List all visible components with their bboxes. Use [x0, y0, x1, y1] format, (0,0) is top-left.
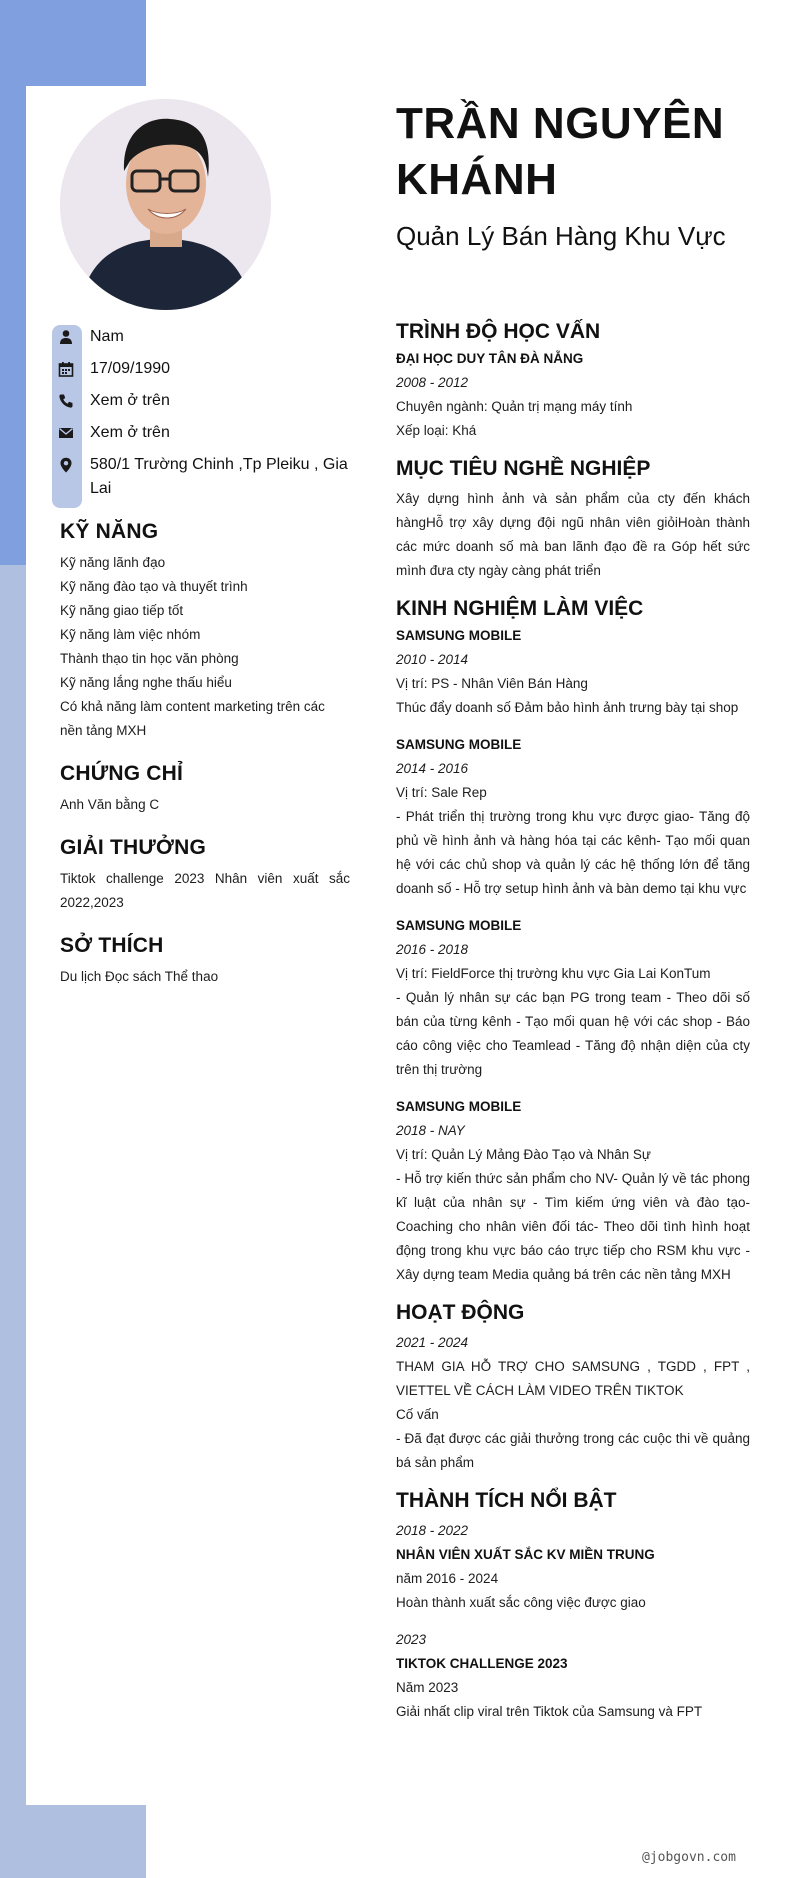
achievement-description: Hoàn thành xuất sắc công việc được giao: [396, 1595, 646, 1610]
skill-item: Có khả năng làm content marketing trên các nền tảng MXH: [60, 699, 325, 738]
job-description: Thúc đẩy doanh số Đảm bảo hình ảnh trưng bày tại shop: [396, 700, 739, 715]
name-line-1: TRẦN NGUYÊN: [396, 99, 725, 148]
job-company: SAMSUNG MOBILE: [396, 918, 522, 933]
achievement-entry: [396, 1519, 750, 1615]
job-company: SAMSUNG MOBILE: [396, 737, 522, 752]
name-line-2: KHÁNH: [396, 155, 558, 204]
calendar-icon: [58, 361, 74, 377]
achievement-title: NHÂN VIÊN XUẤT SẮC KV MIỀN TRUNG: [396, 1547, 655, 1562]
job-entry: [396, 624, 750, 720]
activity-role: Cố vấn: [396, 1407, 439, 1422]
awards-heading: GIẢI THƯỞNG: [60, 836, 207, 859]
job-entry: [396, 914, 750, 1082]
experience-list: [396, 624, 750, 1287]
phone-text: Xem ở trên: [90, 392, 170, 409]
job-title: Quản Lý Bán Hàng Khu Vực: [396, 221, 726, 251]
school-name: ĐẠI HỌC DUY TÂN ĐÀ NẴNG: [396, 351, 584, 366]
skill-item: Kỹ năng làm việc nhóm: [60, 627, 201, 642]
job-position: Vị trí: Sale Rep: [396, 785, 487, 800]
awards-text: Tiktok challenge 2023 Nhân viên xuất sắc 2022,2023: [60, 871, 350, 910]
objective-text: Xây dựng hình ảnh và sản phẩm của cty đến khách hàngHỗ trợ xây dựng đội ngũ nhân viên giỏiHoàn thành các mức doanh số mà ban lãnh đạo đề ra Góp hết sức mình đưa cty ngày càng phát triển: [396, 491, 750, 578]
achievements-list: [396, 1519, 750, 1724]
location-pin-icon: [58, 457, 74, 473]
dob-text: 17/09/1990: [90, 360, 171, 377]
skill-item: Kỹ năng lắng nghe thấu hiểu: [60, 675, 232, 690]
achievement-period: 2018 - 2022: [396, 1523, 469, 1538]
right-column: [396, 96, 750, 1724]
gender-text: Nam: [90, 328, 124, 345]
job-description: - Hỗ trợ kiến thức sản phẩm cho NV- Quản lý về tác phong kĩ luật của nhân sự - Tìm kiếm ứng viên và đào tạo- Coaching cho nhân viên đối tác- Theo dõi tình hình hoạt động trong khu vực báo cáo trực tiếp cho RSM khu vực - Xây dựng team Media quảng bá trên các nền tảng MXH: [396, 1171, 750, 1282]
activity-description: - Đã đạt được các giải thưởng trong các cuộc thi về quảng bá sản phẩm: [396, 1431, 750, 1470]
job-position: Vị trí: FieldForce thị trường khu vực Gia Lai KonTum: [396, 966, 711, 981]
experience-heading: KINH NGHIỆM LÀM VIỆC: [396, 597, 644, 620]
person-icon: [58, 329, 74, 345]
address-text: 580/1 Trường Chinh ,Tp Pleiku , Gia Lai: [90, 456, 348, 497]
activities-block: [396, 1331, 750, 1475]
job-entry: [396, 733, 750, 901]
skill-item: Kỹ năng lãnh đạo: [60, 555, 166, 570]
job-company: SAMSUNG MOBILE: [396, 1099, 522, 1114]
email-text: Xem ở trên: [90, 424, 170, 441]
certificates-heading: CHỨNG CHỈ: [60, 762, 184, 785]
job-company: SAMSUNG MOBILE: [396, 628, 522, 643]
achievement-period: 2023: [396, 1632, 427, 1647]
phone-icon: [58, 393, 74, 409]
job-period: 2010 - 2014: [396, 652, 469, 667]
education-heading: TRÌNH ĐỘ HỌC VẤN: [396, 320, 601, 343]
activities-heading: HOẠT ĐỘNG: [396, 1301, 525, 1324]
skill-item: Thành thạo tin học văn phòng: [60, 651, 239, 666]
achievement-year: Năm 2023: [396, 1680, 459, 1695]
mail-icon: [58, 425, 74, 441]
education-major: Chuyên ngành: Quản trị mạng máy tính: [396, 399, 633, 414]
left-column: [60, 520, 350, 989]
education-block: [396, 347, 750, 443]
job-period: 2016 - 2018: [396, 942, 469, 957]
job-entry: [396, 1095, 750, 1287]
contact-icon-rail: [52, 325, 82, 508]
profile-photo: [60, 99, 271, 310]
achievements-heading: THÀNH TÍCH NỔI BẬT: [396, 1489, 617, 1512]
objective-heading: MỤC TIÊU NGHỀ NGHIỆP: [396, 457, 651, 480]
job-description: - Quản lý nhân sự các bạn PG trong team - Theo dõi số bán của từng kênh - Tạo mối quan hệ với các shop - Báo cáo công việc cho Teamlead - Tăng độ nhận diện của cty trên thị trường: [396, 990, 750, 1077]
education-grade: Xếp loại: Khá: [396, 423, 477, 438]
skills-heading: KỸ NĂNG: [60, 520, 159, 543]
job-position: Vị trí: PS - Nhân Viên Bán Hàng: [396, 676, 588, 691]
job-period: 2014 - 2016: [396, 761, 469, 776]
hobbies-heading: SỞ THÍCH: [60, 934, 164, 957]
skill-item: Kỹ năng đào tạo và thuyết trình: [60, 579, 248, 594]
watermark: @jobgovn.com: [642, 1850, 736, 1865]
candidate-name: [396, 96, 750, 208]
activity-period: 2021 - 2024: [396, 1335, 469, 1350]
hobbies-text: Du lịch Đọc sách Thể thao: [60, 969, 219, 984]
achievement-description: Giải nhất clip viral trên Tiktok của Samsung và FPT: [396, 1704, 703, 1719]
achievement-title: TIKTOK CHALLENGE 2023: [396, 1656, 568, 1671]
achievement-year: năm 2016 - 2024: [396, 1571, 499, 1586]
job-description: - Phát triển thị trường trong khu vực được giao- Tăng độ phủ về hình ảnh và hàng hóa tại các kênh- Tạo mối quan hệ với các chủ shop và quản lý các hệ thống lớn để tăng doanh số - Hỗ trợ setup hình ảnh và bàn demo tại khu vực: [396, 809, 750, 896]
achievement-entry: [396, 1628, 750, 1724]
job-period: 2018 - NAY: [396, 1123, 465, 1138]
job-position: Vị trí: Quản Lý Mảng Đào Tạo và Nhân Sự: [396, 1147, 651, 1162]
activity-org: THAM GIA HỖ TRỢ CHO SAMSUNG , TGDD , FPT , VIETTEL VỀ CÁCH LÀM VIDEO TRÊN TIKTOK: [396, 1359, 750, 1398]
skills-list: [60, 551, 350, 743]
certificate-text: Anh Văn bằng C: [60, 797, 160, 812]
skill-item: Kỹ năng giao tiếp tốt: [60, 603, 184, 618]
education-period: 2008 - 2012: [396, 375, 469, 390]
